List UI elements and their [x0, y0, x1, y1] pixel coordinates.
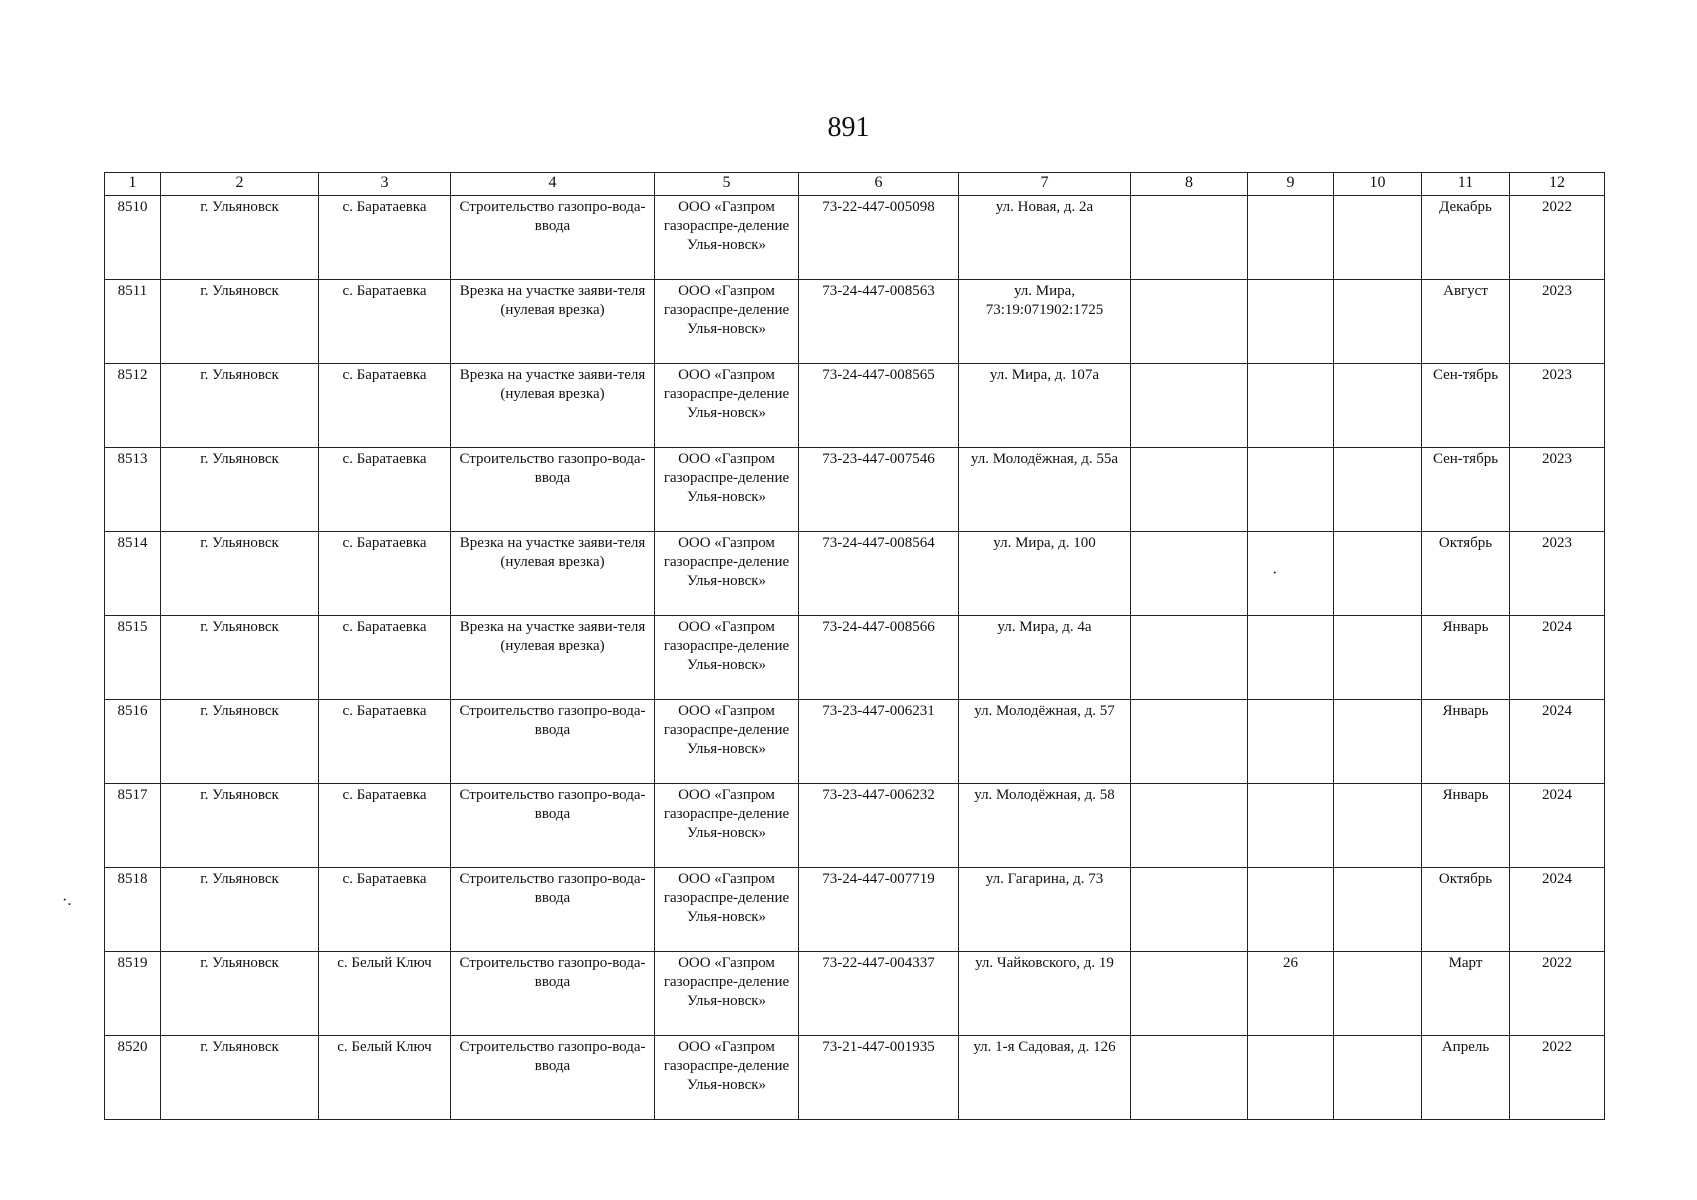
table-cell: Строительство газопро-вода-ввода: [451, 700, 655, 784]
table-cell: г. Ульяновск: [161, 616, 319, 700]
table-cell: [1248, 1036, 1334, 1120]
table-cell: [1334, 784, 1422, 868]
table-cell: [1334, 448, 1422, 532]
table-cell: с. Белый Ключ: [319, 1036, 451, 1120]
table-cell: 2024: [1510, 616, 1605, 700]
table-cell: [1248, 868, 1334, 952]
table-cell: ул. Гагарина, д. 73: [959, 868, 1131, 952]
table-cell: [1131, 448, 1248, 532]
table-cell: Январь: [1422, 700, 1510, 784]
table-cell: г. Ульяновск: [161, 700, 319, 784]
table-cell: 8511: [105, 280, 161, 364]
table-cell: 73-23-447-006231: [799, 700, 959, 784]
table-cell: [1248, 196, 1334, 280]
table-cell: Строительство газопро-вода-ввода: [451, 448, 655, 532]
table-cell: [1131, 196, 1248, 280]
table-cell: ООО «Газпром газораспре-деление Улья-новск»: [655, 952, 799, 1036]
table-cell: Врезка на участке заяви-теля (нулевая врезка): [451, 364, 655, 448]
table-cell: 8519: [105, 952, 161, 1036]
table-cell: Октябрь: [1422, 868, 1510, 952]
table-cell: 2022: [1510, 952, 1605, 1036]
table-cell: Строительство газопро-вода-ввода: [451, 196, 655, 280]
table-cell: Август: [1422, 280, 1510, 364]
table-cell: ООО «Газпром газораспре-деление Улья-новск»: [655, 364, 799, 448]
table-cell: [1334, 868, 1422, 952]
table-cell: ул. Молодёжная, д. 58: [959, 784, 1131, 868]
table-cell: [1334, 1036, 1422, 1120]
table-cell: Врезка на участке заяви-теля (нулевая врезка): [451, 280, 655, 364]
table-row: [105, 616, 1605, 700]
column-header: 10: [1334, 173, 1422, 196]
column-header: 7: [959, 173, 1131, 196]
scan-speck: ·.: [62, 892, 72, 909]
table-cell: 2024: [1510, 700, 1605, 784]
table-cell: г. Ульяновск: [161, 448, 319, 532]
table-cell: Врезка на участке заяви-теля (нулевая врезка): [451, 532, 655, 616]
table-row: [105, 952, 1605, 1036]
table-cell: Декабрь: [1422, 196, 1510, 280]
table-cell: ООО «Газпром газораспре-деление Улья-новск»: [655, 1036, 799, 1120]
table-cell: 8520: [105, 1036, 161, 1120]
table-cell: [1334, 700, 1422, 784]
page-number: 891: [827, 112, 870, 143]
table-cell: Январь: [1422, 784, 1510, 868]
table-cell: [1131, 280, 1248, 364]
table-cell: ООО «Газпром газораспре-деление Улья-новск»: [655, 616, 799, 700]
table-cell: 8518: [105, 868, 161, 952]
table-cell: г. Ульяновск: [161, 364, 319, 448]
table-cell: 8510: [105, 196, 161, 280]
column-number-row: [105, 173, 1605, 196]
table-row: [105, 448, 1605, 532]
column-header: 1: [105, 173, 161, 196]
table-cell: [1131, 532, 1248, 616]
table-cell: 73-24-447-007719: [799, 868, 959, 952]
column-header: 2: [161, 173, 319, 196]
table-cell: ул. Молодёжная, д. 57: [959, 700, 1131, 784]
table-cell: ООО «Газпром газораспре-деление Улья-новск»: [655, 196, 799, 280]
table-cell: г. Ульяновск: [161, 952, 319, 1036]
table-cell: 73-24-447-008564: [799, 532, 959, 616]
table-cell: г. Ульяновск: [161, 784, 319, 868]
table-cell: ул. Мира, 73:19:071902:1725: [959, 280, 1131, 364]
table-cell: Январь: [1422, 616, 1510, 700]
table-row: [105, 196, 1605, 280]
table-cell: ул. Мира, д. 107а: [959, 364, 1131, 448]
table-cell: [1248, 784, 1334, 868]
table-cell: ул. Чайковского, д. 19: [959, 952, 1131, 1036]
table-cell: г. Ульяновск: [161, 1036, 319, 1120]
column-header: 11: [1422, 173, 1510, 196]
table-cell: г. Ульяновск: [161, 280, 319, 364]
table-cell: ООО «Газпром газораспре-деление Улья-новск»: [655, 868, 799, 952]
table-cell: Апрель: [1422, 1036, 1510, 1120]
table-cell: 2023: [1510, 448, 1605, 532]
table-row: [105, 700, 1605, 784]
table-cell: [1248, 616, 1334, 700]
table-cell: [1131, 700, 1248, 784]
table-cell: ООО «Газпром газораспре-деление Улья-новск»: [655, 448, 799, 532]
table-cell: ул. 1-я Садовая, д. 126: [959, 1036, 1131, 1120]
table-cell: [1131, 784, 1248, 868]
table-cell: с. Баратаевка: [319, 616, 451, 700]
table-cell: 2022: [1510, 196, 1605, 280]
column-header: 8: [1131, 173, 1248, 196]
table-row: [105, 1036, 1605, 1120]
table-cell: 2024: [1510, 868, 1605, 952]
table-row: [105, 280, 1605, 364]
table-cell: [1248, 700, 1334, 784]
table-cell: ул. Мира, д. 100: [959, 532, 1131, 616]
table-cell: [1334, 616, 1422, 700]
table-row: [105, 532, 1605, 616]
table-cell: 8512: [105, 364, 161, 448]
column-header: 3: [319, 173, 451, 196]
table-cell: с. Баратаевка: [319, 700, 451, 784]
table-cell: Строительство газопро-вода-ввода: [451, 1036, 655, 1120]
table-cell: [1248, 448, 1334, 532]
table-cell: с. Баратаевка: [319, 448, 451, 532]
table-cell: с. Баратаевка: [319, 364, 451, 448]
table-cell: 73-24-447-008566: [799, 616, 959, 700]
scan-speck: ·: [1272, 565, 1278, 582]
table-row: [105, 364, 1605, 448]
table-cell: 2023: [1510, 280, 1605, 364]
table-cell: г. Ульяновск: [161, 196, 319, 280]
table-cell: ул. Новая, д. 2а: [959, 196, 1131, 280]
table-cell: 73-23-447-006232: [799, 784, 959, 868]
column-header: 5: [655, 173, 799, 196]
table-cell: с. Белый Ключ: [319, 952, 451, 1036]
column-header: 12: [1510, 173, 1605, 196]
table-cell: 2022: [1510, 1036, 1605, 1120]
table-cell: 2023: [1510, 532, 1605, 616]
table-cell: с. Баратаевка: [319, 532, 451, 616]
table-cell: 8517: [105, 784, 161, 868]
registry-table: [104, 172, 1605, 1120]
table-cell: 73-22-447-005098: [799, 196, 959, 280]
table-cell: 2023: [1510, 364, 1605, 448]
table-cell: [1334, 196, 1422, 280]
table-cell: с. Баратаевка: [319, 868, 451, 952]
table-cell: Сен-тябрь: [1422, 364, 1510, 448]
table-cell: Март: [1422, 952, 1510, 1036]
table-cell: 73-21-447-001935: [799, 1036, 959, 1120]
table-cell: ООО «Газпром газораспре-деление Улья-новск»: [655, 532, 799, 616]
table-row: [105, 868, 1605, 952]
table-cell: 73-24-447-008565: [799, 364, 959, 448]
table-cell: Строительство газопро-вода-ввода: [451, 952, 655, 1036]
table-cell: с. Баратаевка: [319, 196, 451, 280]
table-cell: [1334, 532, 1422, 616]
table-cell: [1131, 616, 1248, 700]
table-cell: ООО «Газпром газораспре-деление Улья-новск»: [655, 700, 799, 784]
table-cell: 8514: [105, 532, 161, 616]
table-cell: с. Баратаевка: [319, 784, 451, 868]
table-row: [105, 784, 1605, 868]
table-cell: [1131, 868, 1248, 952]
table-cell: ООО «Газпром газораспре-деление Улья-новск»: [655, 280, 799, 364]
column-header: 4: [451, 173, 655, 196]
table-cell: [1334, 364, 1422, 448]
table-cell: Октябрь: [1422, 532, 1510, 616]
table-cell: [1131, 364, 1248, 448]
table-cell: [1248, 532, 1334, 616]
table-cell: [1334, 952, 1422, 1036]
table-cell: 73-23-447-007546: [799, 448, 959, 532]
table-cell: [1334, 280, 1422, 364]
table-cell: [1248, 364, 1334, 448]
table-cell: [1248, 280, 1334, 364]
table-cell: ул. Мира, д. 4а: [959, 616, 1131, 700]
column-header: 6: [799, 173, 959, 196]
table-cell: ООО «Газпром газораспре-деление Улья-новск»: [655, 784, 799, 868]
table-cell: Врезка на участке заяви-теля (нулевая врезка): [451, 616, 655, 700]
table-cell: 73-24-447-008563: [799, 280, 959, 364]
table-cell: 2024: [1510, 784, 1605, 868]
table-cell: Строительство газопро-вода-ввода: [451, 784, 655, 868]
table-cell: Сен-тябрь: [1422, 448, 1510, 532]
table-cell: Строительство газопро-вода-ввода: [451, 868, 655, 952]
table-cell: [1131, 952, 1248, 1036]
registry-body: [105, 196, 1605, 1120]
table-cell: 26: [1248, 952, 1334, 1036]
table-cell: г. Ульяновск: [161, 532, 319, 616]
table-cell: 8516: [105, 700, 161, 784]
table-cell: [1131, 1036, 1248, 1120]
table-cell: 8515: [105, 616, 161, 700]
table-cell: 8513: [105, 448, 161, 532]
table-cell: г. Ульяновск: [161, 868, 319, 952]
table-cell: 73-22-447-004337: [799, 952, 959, 1036]
table-cell: с. Баратаевка: [319, 280, 451, 364]
table-cell: ул. Молодёжная, д. 55а: [959, 448, 1131, 532]
column-header: 9: [1248, 173, 1334, 196]
